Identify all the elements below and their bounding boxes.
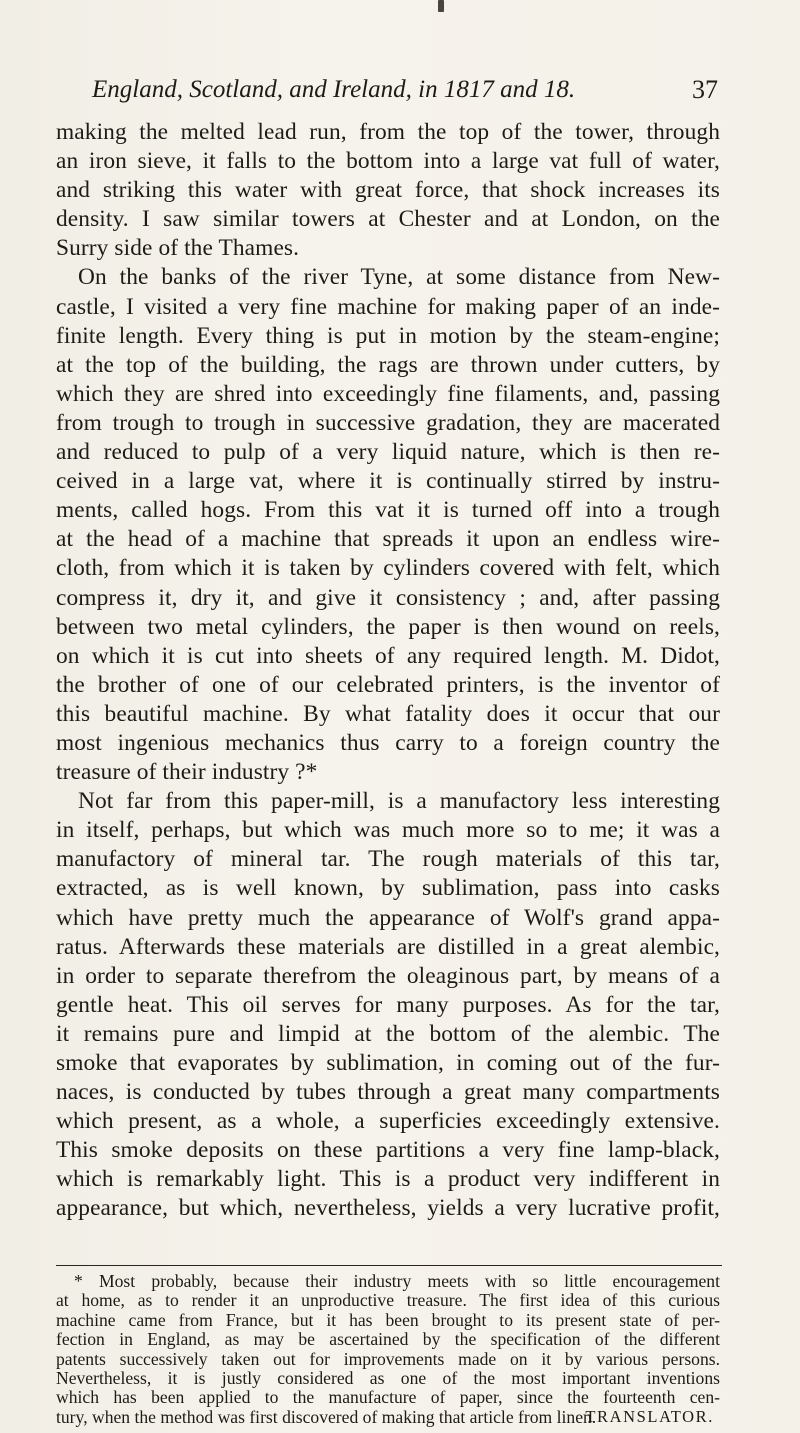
text-line: manufactory of mineral tar. The rough materials of this tar, xyxy=(56,846,720,873)
footnote-line: tury, when the method was first discovered of making that article from linen. xyxy=(56,1406,597,1427)
text-line: between two metal cylinders, the paper is then wound on reels, xyxy=(56,613,720,640)
text-line: most ingenious mechanics thus carry to a foreign country the xyxy=(56,729,720,756)
page-number: 37 xyxy=(692,75,718,104)
text-line: gentle heat. This oil serves for many purposes. As for the tar, xyxy=(56,991,720,1018)
text-line: castle, I visited a very fine machine for making paper of an inde- xyxy=(56,293,720,320)
translator-signature: TRANSLATOR. xyxy=(585,1407,714,1426)
text-line: This smoke deposits on these partitions a very fine lamp-black, xyxy=(56,1137,720,1164)
text-line: in order to separate therefrom the oleaginous part, by means of a xyxy=(56,962,720,989)
text-line: which is remarkably light. This is a product very indifferent in xyxy=(56,1166,720,1193)
text-line: cloth, from which it is taken by cylinders covered with felt, which xyxy=(56,555,720,582)
paragraph-start-line: Not far from this paper-mill, is a manufactory less interesting xyxy=(78,788,720,815)
footnote-line: patents successively taken out for improvements made on it by various persons. xyxy=(56,1348,720,1369)
text-line: ceived in a large vat, where it is continually stirred by instru- xyxy=(56,468,720,495)
text-line: from trough to trough in successive gradation, they are macerated xyxy=(56,409,720,436)
text-line: smoke that evaporates by sublimation, in coming out of the fur- xyxy=(56,1050,720,1076)
text-line: at the head of a machine that spreads it upon an endless wire- xyxy=(56,526,720,553)
text-line: ments, called hogs. From this vat it is turned off into a trough xyxy=(56,497,720,524)
text-line: an iron sieve, it falls to the bottom into a large vat full of water, xyxy=(56,148,720,175)
paragraph-start-line: On the banks of the river Tyne, at some distance from New- xyxy=(78,264,720,291)
text-line-footnote-ref: treasure of their industry ?* xyxy=(56,759,318,786)
footnote-line: * Most probably, because their industry meets with so little encouragement xyxy=(74,1271,720,1291)
body-text xyxy=(56,118,720,1224)
footnote-line: fection in England, as may be ascertained by the specification of the different xyxy=(56,1329,720,1350)
footnote-line: machine came from France, but it has been brought to its present state of per- xyxy=(56,1309,720,1330)
text-line: which present, as a whole, a superficies exceedingly extensive. xyxy=(56,1108,720,1135)
page-edge-mark xyxy=(438,0,444,12)
running-title: England, Scotland, and Ireland, in 1817 and 18. xyxy=(92,76,576,103)
text-line: at the top of the building, the rags are thrown under cutters, by xyxy=(56,351,720,378)
footnote xyxy=(56,1272,720,1427)
text-line: on which it is cut into sheets of any required length. M. Didot, xyxy=(56,642,720,669)
footnote-divider xyxy=(56,1265,722,1266)
text-line: making the melted lead run, from the top of the tower, through xyxy=(56,119,720,145)
text-line: compress it, dry it, and give it consistency ; and, after passing xyxy=(56,584,720,611)
text-line: finite length. Every thing is put in motion by the steam-engine; xyxy=(56,322,720,349)
footnote-line: at home, as to render it an unproductive treasure. The first idea of this curious xyxy=(56,1290,720,1311)
running-header xyxy=(92,70,718,110)
text-line: it remains pure and limpid at the bottom of the alembic. The xyxy=(56,1020,720,1047)
text-line: the brother of one of our celebrated printers, is the inventor of xyxy=(56,671,720,698)
text-line: Surry side of the Thames. xyxy=(56,235,300,262)
text-line: density. I saw similar towers at Chester and at London, on the xyxy=(56,206,720,233)
text-line: and striking this water with great force, that shock increases its xyxy=(56,177,720,204)
text-line: in itself, perhaps, but which was much more so to me; it was a xyxy=(56,817,720,844)
text-line: and reduced to pulp of a very liquid nature, which is then re- xyxy=(56,439,720,466)
text-line: extracted, as is well known, by sublimation, pass into casks xyxy=(56,875,720,902)
text-line: ratus. Afterwards these materials are distilled in a great alembic, xyxy=(56,933,720,960)
footnote-line: Nevertheless, it is justly considered as one of the most important inventions xyxy=(56,1367,720,1388)
text-line: appearance, but which, nevertheless, yields a very lucrative profit, xyxy=(56,1195,720,1222)
footnote-line: which has been applied to the manufacture of paper, since the fourteenth cen- xyxy=(56,1387,720,1408)
text-line: naces, is conducted by tubes through a great many compartments xyxy=(56,1079,720,1106)
text-line: which they are shred into exceedingly fine filaments, and, passing xyxy=(56,380,720,407)
text-line: this beautiful machine. By what fatality does it occur that our xyxy=(56,700,720,727)
text-line: which have pretty much the appearance of Wolf's grand appa- xyxy=(56,904,720,931)
